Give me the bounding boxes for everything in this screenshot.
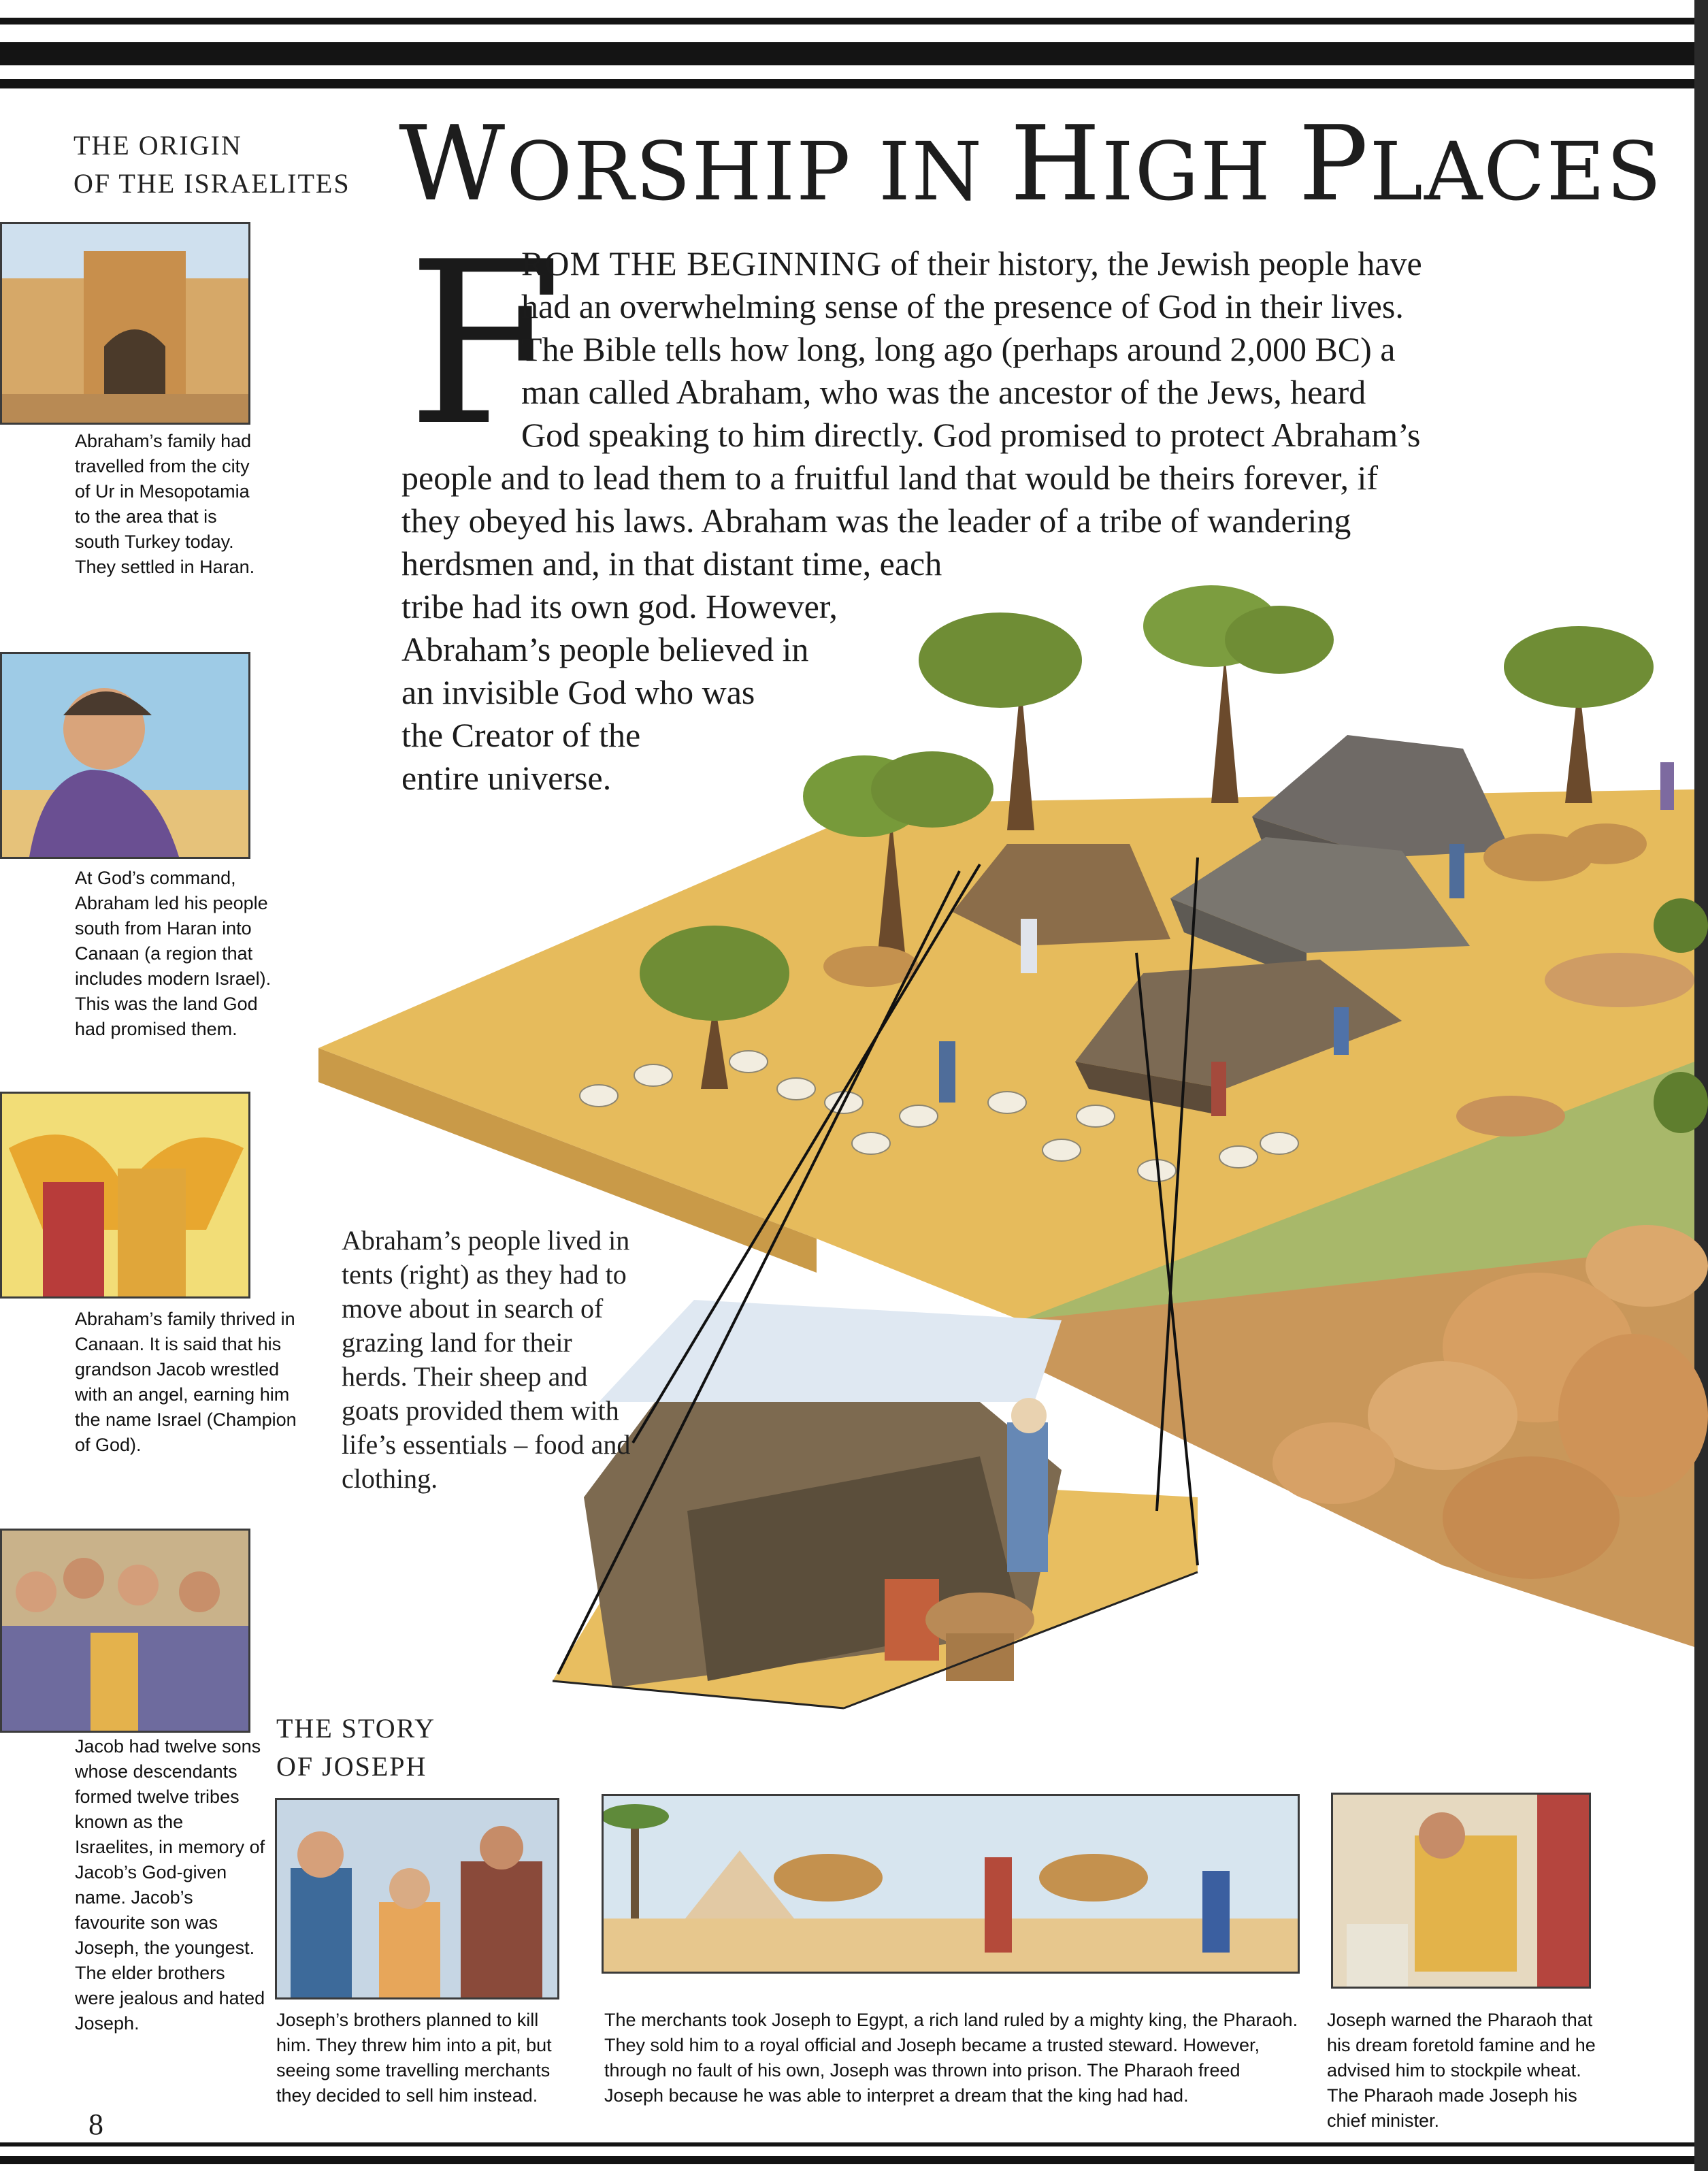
bottom-rule-thin <box>0 2142 1694 2146</box>
section-label-line1: THE ORIGIN <box>73 130 242 161</box>
brothers-art <box>277 1800 557 1997</box>
title-part-1: ORSHIP IN <box>506 125 1011 218</box>
sidebar-caption: At God’s command, Abraham led his people south from Haran into Canaan (a region that includes modern Israel). This was the land God had promised them. <box>75 868 272 1039</box>
intro-line: people and to lead them to a fruitful land that would be theirs forever, if <box>401 459 1379 497</box>
joseph-heading <box>276 1710 436 1786</box>
intro-line: the Creator of the <box>401 716 641 754</box>
merchants-art <box>604 1796 1298 1972</box>
abraham-art <box>2 654 248 857</box>
joseph-panel-merchants <box>602 1794 1300 1974</box>
intro-line: entire universe. <box>401 759 612 797</box>
joseph-caption: Joseph’s brothers planned to kill him. They threw him into a pit, but seeing some travelling merchants they decided to sell him instead. <box>276 2010 552 2106</box>
city-gate-art <box>2 224 248 423</box>
bottom-rule-thick <box>0 2156 1694 2164</box>
page-number: 8 <box>88 2108 103 2141</box>
title-initial-p: P <box>1298 103 1370 224</box>
joseph-caption: The merchants took Joseph to Egypt, a rich land ruled by a mighty king, the Pharaoh. They sold him to a royal official and Joseph became a trusted steward. However, through no fault of his own, Joseph was thrown into prison. The Pharaoh freed Joseph because he was able to interpret a dream that the king had had. <box>604 2010 1298 2106</box>
section-label-line2: OF THE ISRAELITES <box>73 168 350 199</box>
rock <box>1545 953 1694 1007</box>
joseph-panel-brothers <box>275 1798 559 1999</box>
intro-line: they obeyed his laws. Abraham was the leader of a tribe of wandering <box>401 502 1351 540</box>
sidebar-caption: Jacob had twelve sons whose descendants formed twelve tribes known as the Israelites, in memory of Jacob’s God-given name. Jacob’s favourite son was Joseph, the youngest. The elder brothers were jealous and hated Joseph. <box>75 1736 265 2034</box>
pharaoh-art <box>1333 1795 1589 1987</box>
intro-line-text: of their history, the Jewish people have <box>881 244 1422 282</box>
title-part-3: LACES <box>1369 125 1663 218</box>
sidebar-caption: Abraham’s family thrived in Canaan. It is said that his grandson Jacob wrestled with an angel, earning him the name Israel (Champion of God). <box>75 1309 297 1455</box>
joseph-heading-line2: OF JOSEPH <box>276 1751 427 1782</box>
rock <box>1272 1422 1395 1504</box>
inset-woman-head <box>1011 1398 1047 1433</box>
intro-line: man called Abraham, who was the ancestor of the Jews, heard <box>521 373 1366 411</box>
title-part-2: IGH <box>1102 125 1299 218</box>
title-initial-w: W <box>399 103 507 224</box>
inset-background <box>599 1300 1062 1402</box>
sidebar-image-abraham <box>0 652 250 859</box>
intro-line: The Bible tells how long, long ago (perhaps around 2,000 BC) a <box>521 330 1396 368</box>
rock <box>1443 1456 1620 1579</box>
intro-line: Abraham’s people believed in <box>401 630 809 668</box>
joseph-heading-line1: THE STORY <box>276 1713 436 1744</box>
inset-goat-legs <box>946 1633 1014 1681</box>
intro-line: had an overwhelming sense of the presence of God in their lives. <box>521 287 1404 325</box>
joseph-panel-pharaoh <box>1331 1793 1591 1989</box>
sidebar-caption: Abraham’s family had travelled from the city of Ur in Mesopotamia to the area that is south Turkey today. They settled in Haran. <box>75 431 255 577</box>
sons-art <box>2 1531 248 1731</box>
intro-line: an invisible God who was <box>401 673 755 711</box>
joseph-caption: Joseph warned the Pharaoh that his dream foretold famine and he advised him to stockpile wheat. The Pharaoh made Joseph his chief minister. <box>1327 2010 1596 2131</box>
title-initial-h: H <box>1010 103 1102 224</box>
tents-callout: Abraham’s people lived in tents (right) as they had to move about in search of grazing land for their herds. Their sheep and goats provided them with life’s essentials – food and clothing. <box>342 1225 631 1494</box>
rock <box>1456 1096 1565 1137</box>
sidebar-image-ur-gate <box>0 222 250 425</box>
intro-line: tribe had its own god. However, <box>401 587 838 625</box>
angel-art <box>2 1094 248 1296</box>
intro-dropcap: F <box>407 214 563 475</box>
tree <box>1143 585 1334 803</box>
intro-lead-caps: ROM THE BEGINNING <box>521 244 882 282</box>
intro-line: God speaking to him directly. God promised to protect Abraham’s <box>521 416 1421 454</box>
inset-woman <box>1007 1422 1048 1572</box>
sidebar-image-jacob-angel <box>0 1092 250 1299</box>
intro-line: herdsmen and, in that distant time, each <box>401 544 942 583</box>
tree <box>1504 626 1654 803</box>
sidebar-image-twelve-sons <box>0 1529 250 1733</box>
